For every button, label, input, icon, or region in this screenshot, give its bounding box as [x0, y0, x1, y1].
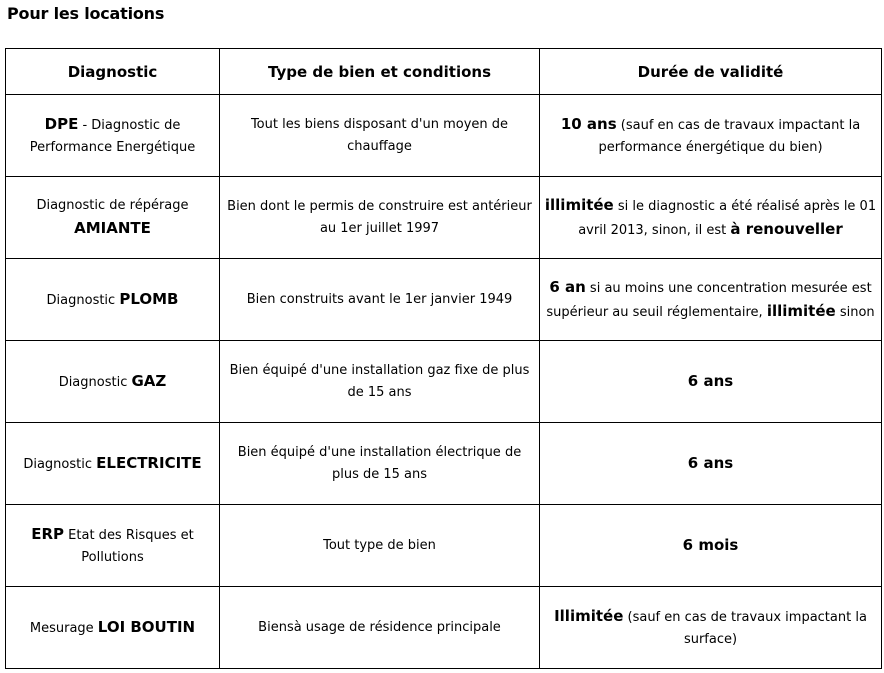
cell-diagnostic: Diagnostic GAZ [6, 341, 220, 423]
cell-type-de-bien: Bien équipé d'une installation électrique de plus de 15 ans [220, 423, 540, 505]
bold-text: DPE [44, 114, 79, 133]
table-row [6, 95, 882, 177]
table-header-row [6, 49, 882, 95]
table-row [6, 341, 882, 423]
cell-duree-validite [540, 505, 882, 587]
cell-duree-validite [540, 341, 882, 423]
bold-text: illimitée [544, 195, 614, 214]
table-row [6, 177, 882, 259]
bold-text: à renouveller [730, 219, 843, 238]
page-title: Pour les locations [7, 4, 165, 23]
cell-duree-validite: Illimitée (sauf en cas de travaux impactant la surface) [540, 587, 882, 669]
cell-type-de-bien: Bien équipé d'une installation gaz fixe de plus de 15 ans [220, 341, 540, 423]
diagnostics-table [5, 48, 882, 669]
bold-text: 6 an [549, 277, 586, 296]
cell-diagnostic: Diagnostic de répérage AMIANTE [6, 177, 220, 259]
cell-diagnostic: Diagnostic ELECTRICITE [6, 423, 220, 505]
cell-type-de-bien: Bien construits avant le 1er janvier 1949 [220, 259, 540, 341]
bold-text: Illimitée [554, 606, 624, 625]
cell-type-de-bien: Tout type de bien [220, 505, 540, 587]
bold-text: PLOMB [119, 289, 179, 308]
cell-duree-validite [540, 423, 882, 505]
header-duree-validite: Durée de validité [540, 49, 882, 95]
cell-diagnostic: ERP Etat des Risques et Pollutions [6, 505, 220, 587]
header-diagnostic: Diagnostic [6, 49, 220, 95]
cell-type-de-bien: Tout les biens disposant d'un moyen de chauffage [220, 95, 540, 177]
cell-duree-validite: 6 an si au moins une concentration mesurée est supérieur au seuil réglementaire, illimitée sinon [540, 259, 882, 341]
validity-value: 6 ans [687, 453, 734, 472]
bold-text: LOI BOUTIN [97, 617, 196, 636]
bold-text: 10 ans [560, 114, 617, 133]
bold-text: illimitée [766, 301, 836, 320]
table-row [6, 587, 882, 669]
cell-duree-validite: 10 ans (sauf en cas de travaux impactant la performance énergétique du bien) [540, 95, 882, 177]
cell-diagnostic: DPE - Diagnostic de Performance Energétique [6, 95, 220, 177]
bold-text: ELECTRICITE [96, 453, 202, 472]
cell-type-de-bien: Bien dont le permis de construire est antérieur au 1er juillet 1997 [220, 177, 540, 259]
bold-text: GAZ [131, 371, 167, 390]
cell-type-de-bien: Biensà usage de résidence principale [220, 587, 540, 669]
cell-duree-validite: illimitée si le diagnostic a été réalisé après le 01 avril 2013, sinon, il est à renouveller [540, 177, 882, 259]
table-row [6, 259, 882, 341]
bold-text: AMIANTE [74, 218, 151, 237]
validity-value: 6 ans [687, 371, 734, 390]
validity-value: 6 mois [682, 535, 739, 554]
table-row [6, 505, 882, 587]
cell-diagnostic: Mesurage LOI BOUTIN [6, 587, 220, 669]
header-type-de-bien: Type de bien et conditions [220, 49, 540, 95]
bold-text: ERP [31, 524, 65, 543]
cell-diagnostic: Diagnostic PLOMB [6, 259, 220, 341]
table-row [6, 423, 882, 505]
